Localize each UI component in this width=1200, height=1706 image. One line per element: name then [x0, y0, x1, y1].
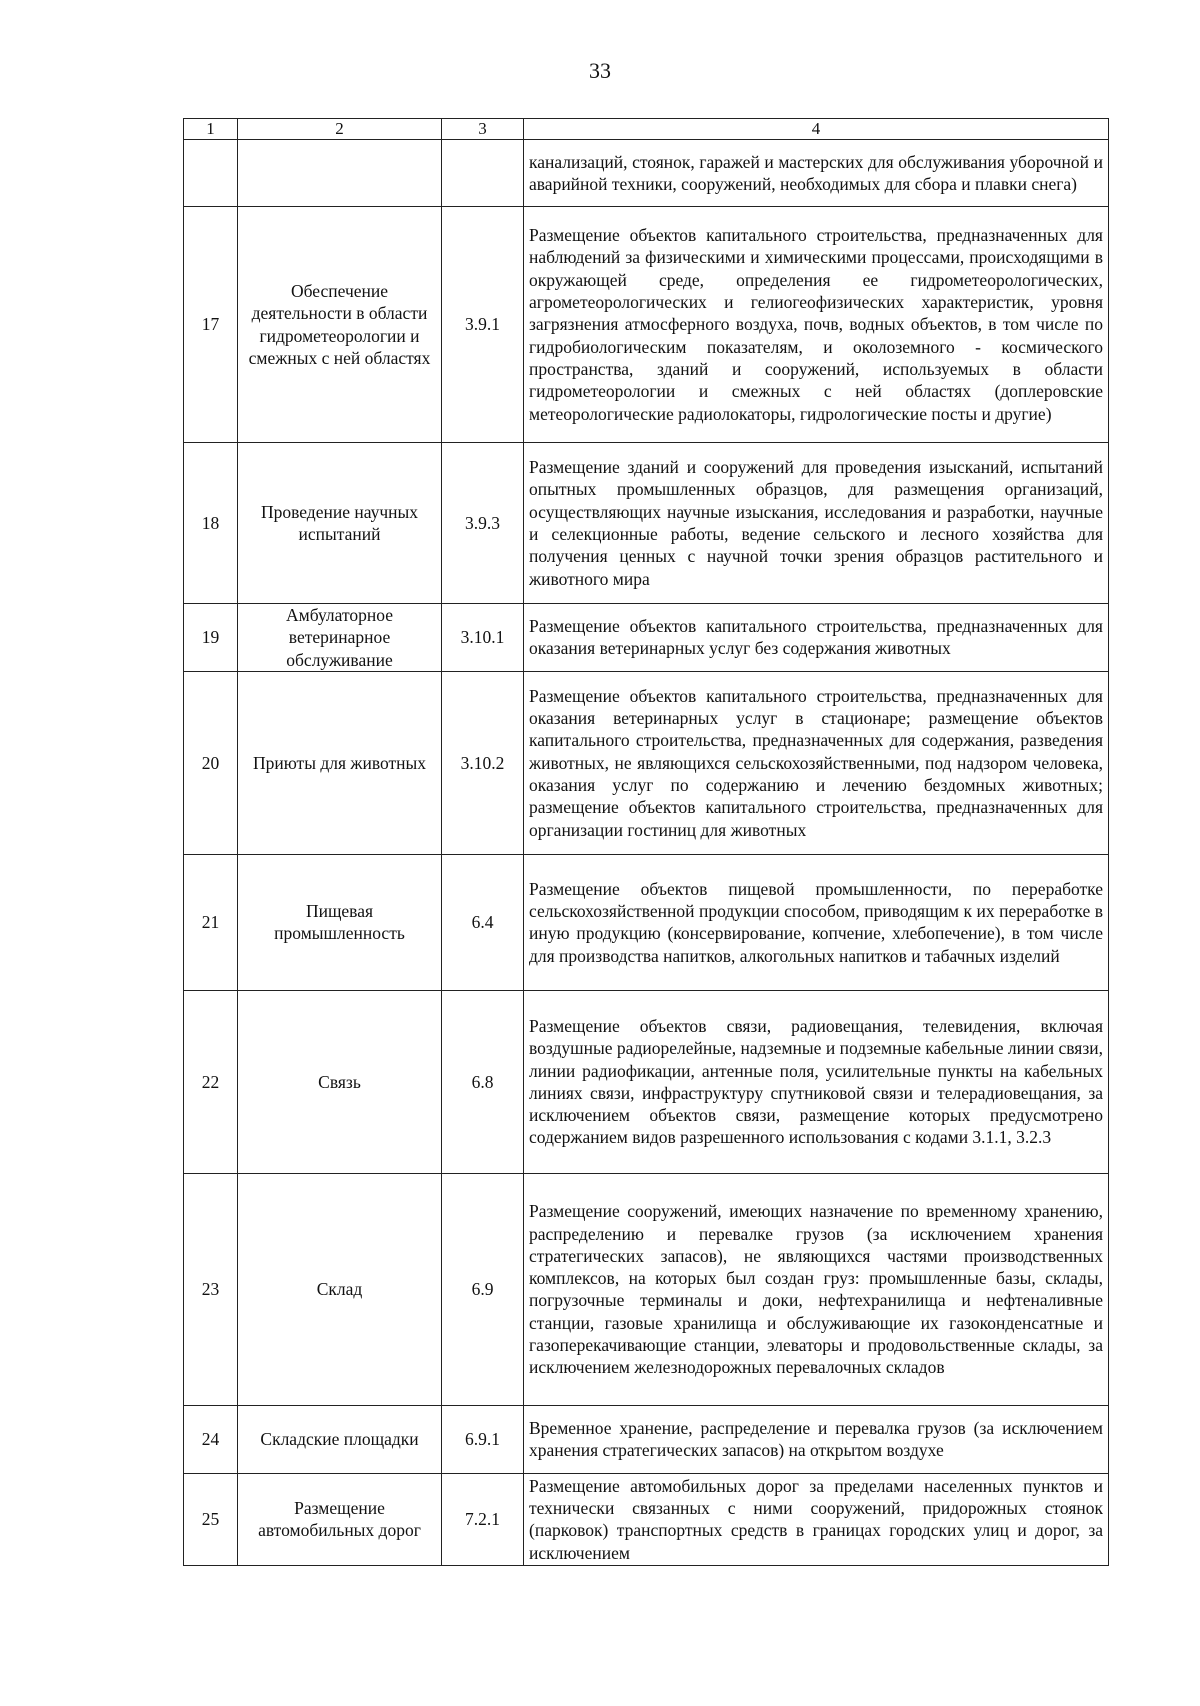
table-row [184, 671, 1109, 854]
use-type-code: 3.9.3 [442, 443, 524, 604]
use-type-name [238, 140, 442, 207]
use-type-name: Обеспечение деятельности в области гидрометеорологии и смежных с ней областях [238, 207, 442, 443]
column-header: 4 [524, 119, 1109, 140]
row-number: 21 [184, 854, 238, 990]
use-type-code: 3.10.2 [442, 671, 524, 854]
row-number: 25 [184, 1473, 238, 1565]
row-number: 24 [184, 1405, 238, 1473]
use-type-description: Размещение объектов капитального строительства, предназначенных для оказания ветеринарных услуг в стационаре; размещение объектов капитального строительства, предназначенных для содержания, разведения животных, не являющихся сельскохозяйственными, под надзором человека, оказания услуг по содержанию и лечению бездомных животных; размещение объектов капитального строительства, предназначенных для организации гостиниц для животных [524, 671, 1109, 854]
table-row [184, 854, 1109, 990]
row-number [184, 140, 238, 207]
table-row [184, 443, 1109, 604]
use-type-code: 7.2.1 [442, 1473, 524, 1565]
row-number: 17 [184, 207, 238, 443]
use-type-name: Связь [238, 990, 442, 1173]
use-type-code: 3.9.1 [442, 207, 524, 443]
use-type-description: Размещение зданий и сооружений для проведения изысканий, испытаний опытных промышленных образцов, для размещения организаций, осуществляющих научные изыскания, исследования и разработки, научные и селекционные работы, ведение сельского и лесного хозяйства для получения ценных с научной точки зрения образцов растительного и животного мира [524, 443, 1109, 604]
use-type-code [442, 140, 524, 207]
row-number: 23 [184, 1173, 238, 1405]
table-row [184, 1405, 1109, 1473]
use-type-description: Размещение объектов капитального строительства, предназначенных для наблюдений за физическими и химическими процессами, происходящими в окружающей среде, определения ее гидрометеорологических, агрометеорологических и гелиогеофизических характеристик, уровня загрязнения атмосферного воздуха, почв, водных объектов, в том числе по гидробиологическим показателям, и околоземного - космического пространства, зданий и сооружений, используемых в области гидрометеорологии и смежных с ней областях (доплеровские метеорологические радиолокаторы, гидрологические посты и другие) [524, 207, 1109, 443]
table-row [184, 140, 1109, 207]
use-type-name: Пищевая промышленность [238, 854, 442, 990]
land-use-table [183, 118, 1109, 1566]
table-row [184, 1473, 1109, 1565]
table-row [184, 1173, 1109, 1405]
use-type-description: Размещение объектов капитального строительства, предназначенных для оказания ветеринарных услуг без содержания животных [524, 604, 1109, 672]
use-type-description: Размещение объектов связи, радиовещания, телевидения, включая воздушные радиорелейные, надземные и подземные кабельные линии связи, линии радиофикации, антенные поля, усилительные пункты на кабельных линиях связи, инфраструктуру спутниковой связи и телерадиовещания, за исключением объектов связи, размещение которых предусмотрено содержанием видов разрешенного использования с кодами 3.1.1, 3.2.3 [524, 990, 1109, 1173]
row-number: 18 [184, 443, 238, 604]
use-type-description: Размещение сооружений, имеющих назначение по временному хранению, распределению и перевалке грузов (за исключением хранения стратегических запасов), не являющихся частями производственных комплексов, на которых был создан груз: промышленные базы, склады, погрузочные терминалы и доки, нефтехранилища и нефтеналивные станции, газовые хранилища и обслуживающие их газоконденсатные и газоперекачивающие станции, элеваторы и продовольственные склады, за исключением железнодорожных перевалочных складов [524, 1173, 1109, 1405]
use-type-name: Размещение автомобильных дорог [238, 1473, 442, 1565]
use-type-description: Временное хранение, распределение и перевалка грузов (за исключением хранения стратегических запасов) на открытом воздухе [524, 1405, 1109, 1473]
table-row [184, 990, 1109, 1173]
row-number: 22 [184, 990, 238, 1173]
column-header: 3 [442, 119, 524, 140]
row-number: 20 [184, 671, 238, 854]
use-type-name: Проведение научных испытаний [238, 443, 442, 604]
use-type-name: Приюты для животных [238, 671, 442, 854]
page-number: 33 [589, 58, 611, 83]
use-type-description: канализаций, стоянок, гаражей и мастерских для обслуживания уборочной и аварийной техники, сооружений, необходимых для сбора и плавки снега) [524, 140, 1109, 207]
table-row [184, 207, 1109, 443]
table-row [184, 604, 1109, 672]
column-header: 2 [238, 119, 442, 140]
table-header-row [184, 119, 1109, 140]
column-header: 1 [184, 119, 238, 140]
use-type-description: Размещение автомобильных дорог за пределами населенных пунктов и технически связанных с ними сооружений, придорожных стоянок (парковок) транспортных средств в границах городских улиц и дорог, за исключением [524, 1473, 1109, 1565]
use-type-description: Размещение объектов пищевой промышленности, по переработке сельскохозяйственной продукции способом, приводящим к их переработке в иную продукцию (консервирование, копчение, хлебопечение), в том числе для производства напитков, алкогольных напитков и табачных изделий [524, 854, 1109, 990]
use-type-code: 6.9.1 [442, 1405, 524, 1473]
use-type-name: Складские площадки [238, 1405, 442, 1473]
use-type-code: 6.8 [442, 990, 524, 1173]
row-number: 19 [184, 604, 238, 672]
use-type-code: 3.10.1 [442, 604, 524, 672]
use-type-name: Амбулаторное ветеринарное обслуживание [238, 604, 442, 672]
use-type-code: 6.9 [442, 1173, 524, 1405]
use-type-code: 6.4 [442, 854, 524, 990]
use-type-name: Склад [238, 1173, 442, 1405]
